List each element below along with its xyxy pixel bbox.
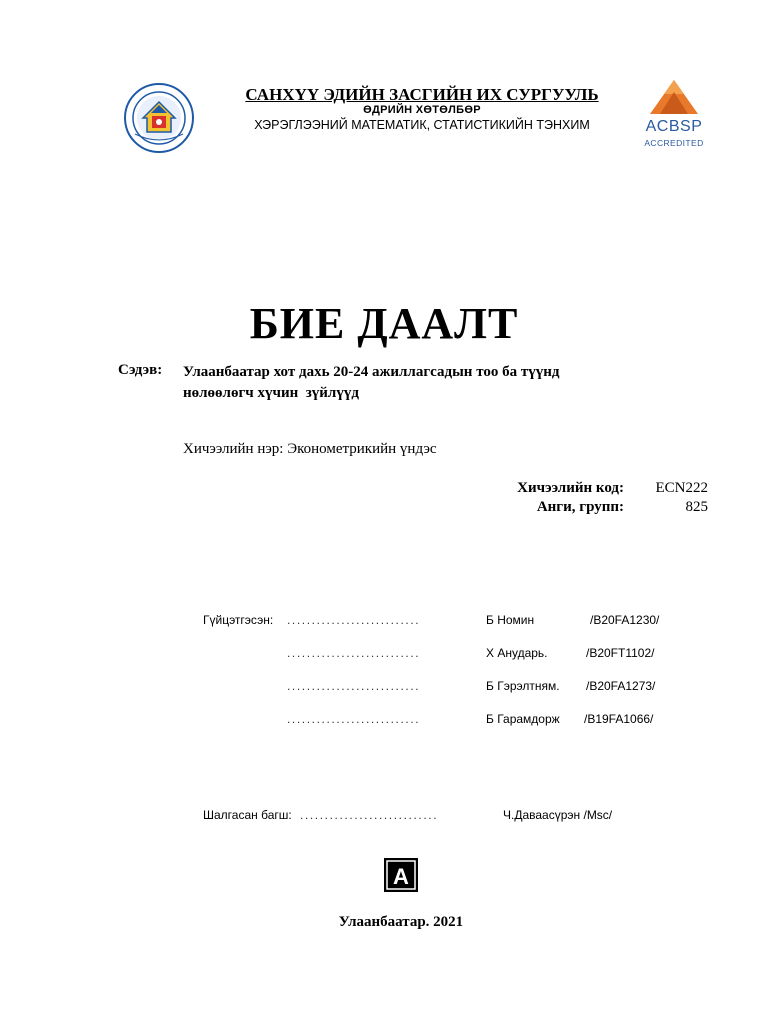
author-id: /B20FA1230/ <box>590 613 660 627</box>
department-name: ХЭРЭГЛЭЭНИЙ МАТЕМАТИК, СТАТИСТИКИЙН ТЭНХИМ <box>254 118 590 132</box>
university-name: САНХҮҮ ЭДИЙН ЗАСГИЙН ИХ СУРГУУЛЬ <box>245 85 599 104</box>
acbsp-accredited: ACCREDITED <box>644 138 704 148</box>
university-seal-icon <box>121 82 197 154</box>
checker-name: Ч.Даваасүрэн /Msc/ <box>503 808 613 822</box>
letter-a-logo-icon <box>384 858 418 892</box>
checker-dots: ............................ <box>300 808 439 822</box>
city-year: Улаанбаатар. 2021 <box>338 914 464 930</box>
checker-label: Шалгасан багш: <box>203 808 292 822</box>
author-name: Х Анударь. <box>486 646 548 660</box>
author-id: /B20FA1273/ <box>586 679 656 693</box>
topic-text <box>183 362 653 404</box>
author-id: /B20FT1102/ <box>586 646 655 660</box>
author-name: Б Гарамдорж <box>486 712 560 726</box>
course-name: Хичээлийн нэр: Эконометрикийн үндэс <box>183 441 437 457</box>
school-name: ӨДРИЙН ХӨТӨЛБӨР <box>363 104 481 116</box>
topic-label: Сэдэв: <box>118 362 163 378</box>
author-dots: ........................... <box>287 613 421 627</box>
topic-line-2: нөлөөлөгч хүчин зүйлүүд <box>183 385 359 401</box>
authors-label: Гүйцэтгэсэн: <box>203 613 274 627</box>
topic-line-1: Улаанбаатар хот дахь 20-24 ажиллагсадын тоо ба түүнд <box>183 364 560 380</box>
author-name: Б Гэрэлтням. <box>486 679 560 693</box>
author-id: /B19FA1066/ <box>584 712 654 726</box>
a-logo-letter: A <box>393 864 409 889</box>
acbsp-name: ACBSP <box>645 118 703 135</box>
author-name: Б Номин <box>486 613 535 627</box>
group-value: 825 <box>685 499 708 515</box>
group-label: Анги, групп: <box>536 499 624 515</box>
page-title: БИЕ ДААЛТ <box>249 299 519 348</box>
course-code-value: ECN222 <box>655 480 708 496</box>
author-dots: ........................... <box>287 646 421 660</box>
author-dots: ........................... <box>287 712 421 726</box>
author-dots: ........................... <box>287 679 421 693</box>
course-code-label: Хичээлийн код: <box>517 480 624 496</box>
